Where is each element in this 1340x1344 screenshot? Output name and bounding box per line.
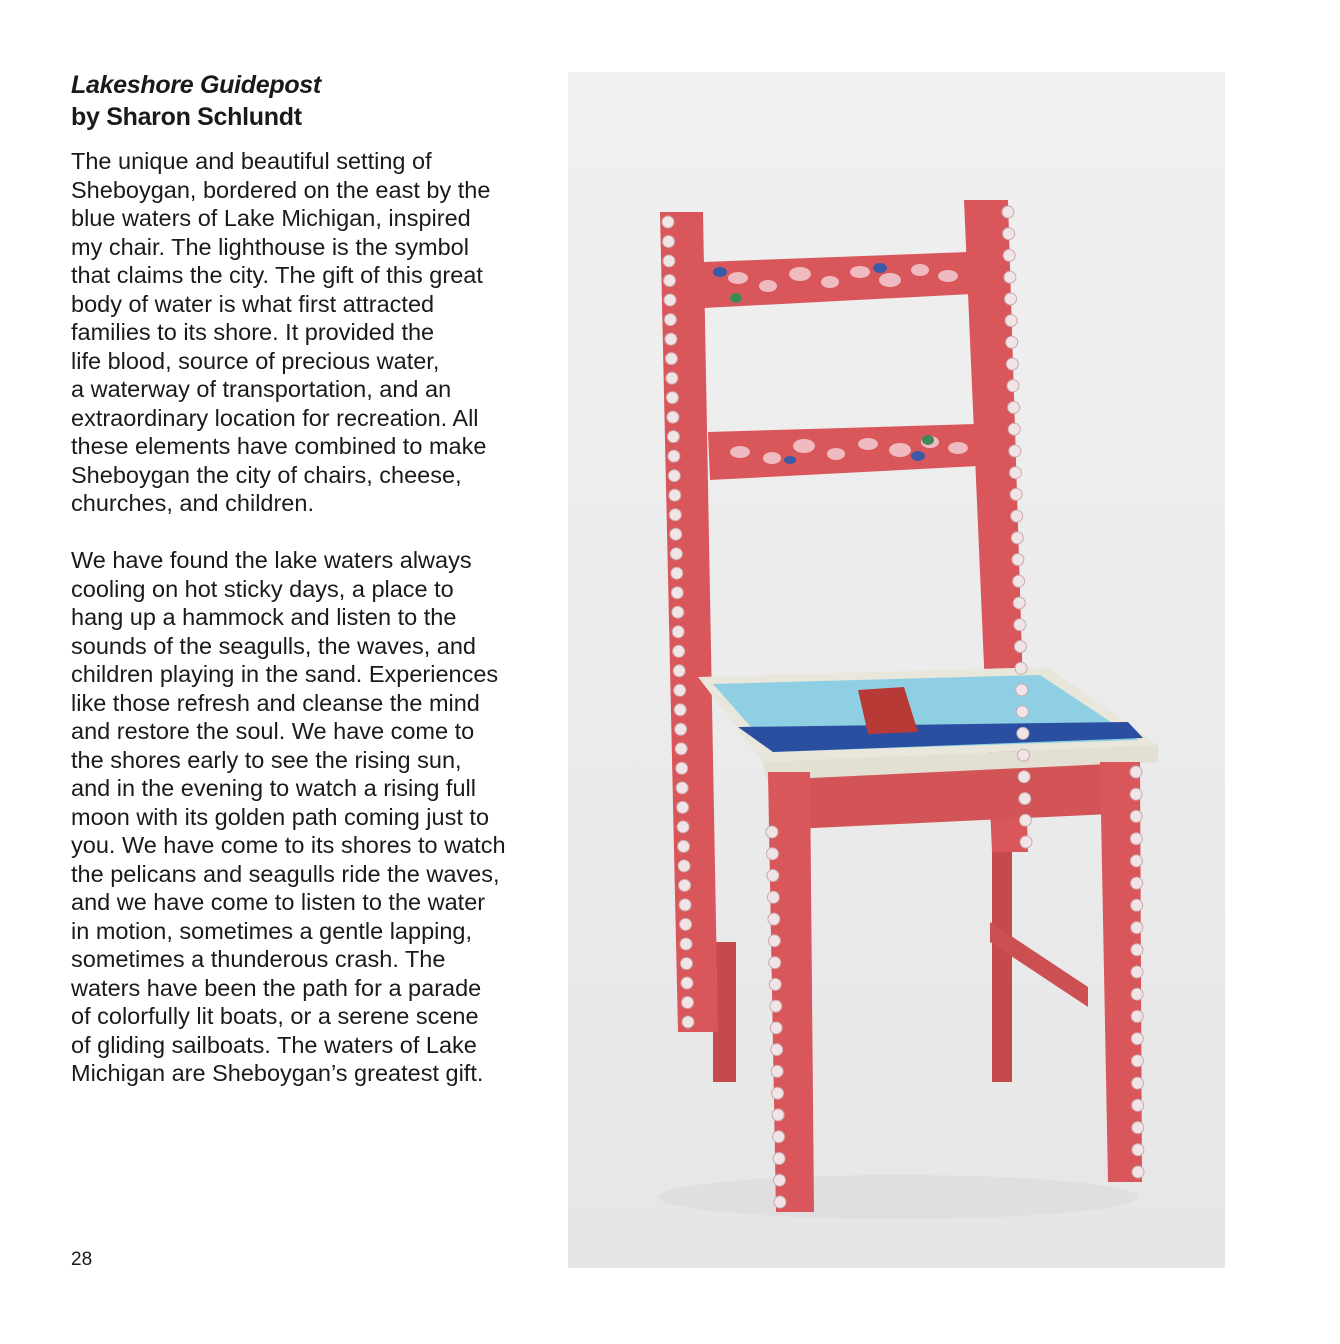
glass-bead: [671, 567, 683, 579]
glass-bead: [665, 353, 677, 365]
glass-bead: [676, 762, 688, 774]
glass-bead: [673, 665, 685, 677]
glass-bead: [667, 411, 679, 423]
glass-bead: [767, 870, 779, 882]
glass-bead: [678, 840, 690, 852]
glass-bead: [1008, 402, 1020, 414]
glass-bead: [1005, 293, 1017, 305]
glass-bead: [666, 372, 678, 384]
glass-bead: [1003, 228, 1015, 240]
glass-bead: [1015, 662, 1027, 674]
glass-bead: [1014, 641, 1026, 653]
floor-shadow: [658, 1175, 1138, 1219]
glass-bead: [1131, 944, 1143, 956]
glass-bead: [665, 333, 677, 345]
glass-bead: [1002, 206, 1014, 218]
glass-bead: [773, 1153, 785, 1165]
glass-bead: [769, 978, 781, 990]
glass-bead: [770, 1022, 782, 1034]
glass-bead: [675, 743, 687, 755]
glass-bead: [672, 606, 684, 618]
glass-bead: [773, 1131, 785, 1143]
glass-bead: [768, 935, 780, 947]
glass-bead: [1012, 554, 1024, 566]
glass-bead: [1018, 771, 1030, 783]
glass-bead: [1132, 1166, 1144, 1178]
article-byline: by Sharon Schlundt: [71, 103, 302, 131]
glass-bead: [664, 314, 676, 326]
glass-bead: [1006, 336, 1018, 348]
glass-bead: [674, 704, 686, 716]
glass-bead: [1006, 358, 1018, 370]
glass-bead: [679, 899, 691, 911]
glass-bead: [1011, 510, 1023, 522]
glass-bead: [669, 489, 681, 501]
glass-bead: [663, 255, 675, 267]
glass-bead: [772, 1087, 784, 1099]
glass-bead: [770, 1000, 782, 1012]
glass-bead: [667, 431, 679, 443]
glass-bead: [1003, 249, 1015, 261]
glass-bead: [668, 450, 680, 462]
glass-bead: [666, 392, 678, 404]
glass-bead: [677, 801, 689, 813]
glass-bead: [1013, 597, 1025, 609]
glass-bead: [674, 684, 686, 696]
glass-bead: [680, 918, 692, 930]
glass-bead: [663, 236, 675, 248]
glass-bead: [1131, 922, 1143, 934]
glass-bead: [668, 470, 680, 482]
glass-bead: [681, 958, 693, 970]
glass-bead: [1132, 1144, 1144, 1156]
glass-bead: [1131, 899, 1143, 911]
glass-bead: [678, 860, 690, 872]
glass-bead: [1130, 788, 1142, 800]
glass-bead: [1014, 619, 1026, 631]
glass-bead: [1131, 1033, 1143, 1045]
glass-bead: [774, 1196, 786, 1208]
glass-bead: [1132, 1077, 1144, 1089]
glass-bead: [1130, 833, 1142, 845]
glass-bead: [1004, 271, 1016, 283]
glass-bead: [1020, 836, 1032, 848]
glass-bead: [1016, 706, 1028, 718]
glass-bead: [1132, 1122, 1144, 1134]
chair-photo: [568, 72, 1225, 1268]
glass-bead: [662, 216, 674, 228]
glass-bead: [1019, 814, 1031, 826]
glass-bead: [1130, 855, 1142, 867]
body-paragraph-2: We have found the lake waters always cooling on hot sticky days, a place to hang up a hammock and listen to the sounds of the seagulls, the waves, and children playing in the sand. Experiences like those refresh and cleanse the mind and restore the soul. We have come to the shores early to see the rising sun, and in the evening to watch a rising full moon with its golden path coming just to you. We have come to its shores to watch the pelicans and seagulls ride the waves, and we have come to listen to the water in motion, sometimes a gentle lapping, sometimes a thunderous crash. The waters have been the path for a parade of colorfully lit boats, or a serene scene of gliding sailboats. The waters of Lake Michigan are Sheboygan’s greatest gift.: [71, 547, 506, 1086]
glass-bead: [774, 1174, 786, 1186]
glass-bead: [1130, 766, 1142, 778]
glass-bead: [1008, 423, 1020, 435]
glass-bead: [767, 848, 779, 860]
glass-bead: [772, 1109, 784, 1121]
body-paragraph-1: The unique and beautiful setting of Sheboygan, bordered on the east by the blue waters of Lake Michigan, inspired my chair. The lighthouse is the symbol that claims the city. The gift of this great body of water is what first attracted families to its shore. It provided the life blood, source of precious water, a waterway of transportation, and an extraordinary location for recreation. All these elements have combined to make Sheboygan the city of chairs, cheese, churches, and children.: [71, 148, 491, 516]
glass-bead: [1011, 532, 1023, 544]
glass-bead: [682, 1016, 694, 1028]
glass-bead: [768, 913, 780, 925]
glass-bead: [1132, 1099, 1144, 1111]
glass-bead: [1009, 445, 1021, 457]
front-left-leg: [768, 772, 814, 1212]
glass-bead: [1131, 1055, 1143, 1067]
page-number: 28: [71, 1249, 93, 1270]
glass-bead: [682, 997, 694, 1009]
glass-bead: [1019, 793, 1031, 805]
glass-bead: [1131, 877, 1143, 889]
glass-bead: [664, 275, 676, 287]
glass-bead: [1131, 988, 1143, 1000]
glass-bead: [675, 723, 687, 735]
glass-bead: [669, 509, 681, 521]
glass-bead: [679, 879, 691, 891]
glass-bead: [767, 891, 779, 903]
glass-bead: [676, 782, 688, 794]
glass-bead: [1131, 966, 1143, 978]
glass-bead: [677, 821, 689, 833]
glass-bead: [673, 645, 685, 657]
article-body: [71, 147, 541, 1088]
glass-bead: [1009, 467, 1021, 479]
glass-bead: [664, 294, 676, 306]
glass-bead: [1018, 749, 1030, 761]
glass-bead: [766, 826, 778, 838]
glass-bead: [1005, 315, 1017, 327]
glass-bead: [769, 957, 781, 969]
glass-bead: [670, 548, 682, 560]
glass-bead: [1010, 488, 1022, 500]
glass-bead: [671, 587, 683, 599]
glass-bead: [1007, 380, 1019, 392]
glass-bead: [680, 938, 692, 950]
glass-bead: [771, 1044, 783, 1056]
glass-bead: [670, 528, 682, 540]
glass-bead: [1013, 575, 1025, 587]
glass-bead: [1016, 684, 1028, 696]
glass-bead: [1017, 727, 1029, 739]
chair-illustration: [568, 72, 1225, 1268]
glass-bead: [1131, 1010, 1143, 1022]
rail-green-glass: [730, 293, 934, 445]
glass-bead: [672, 626, 684, 638]
glass-bead: [1130, 810, 1142, 822]
glass-bead: [681, 977, 693, 989]
article-title: Lakeshore Guidepost: [71, 71, 321, 99]
glass-bead: [771, 1065, 783, 1077]
